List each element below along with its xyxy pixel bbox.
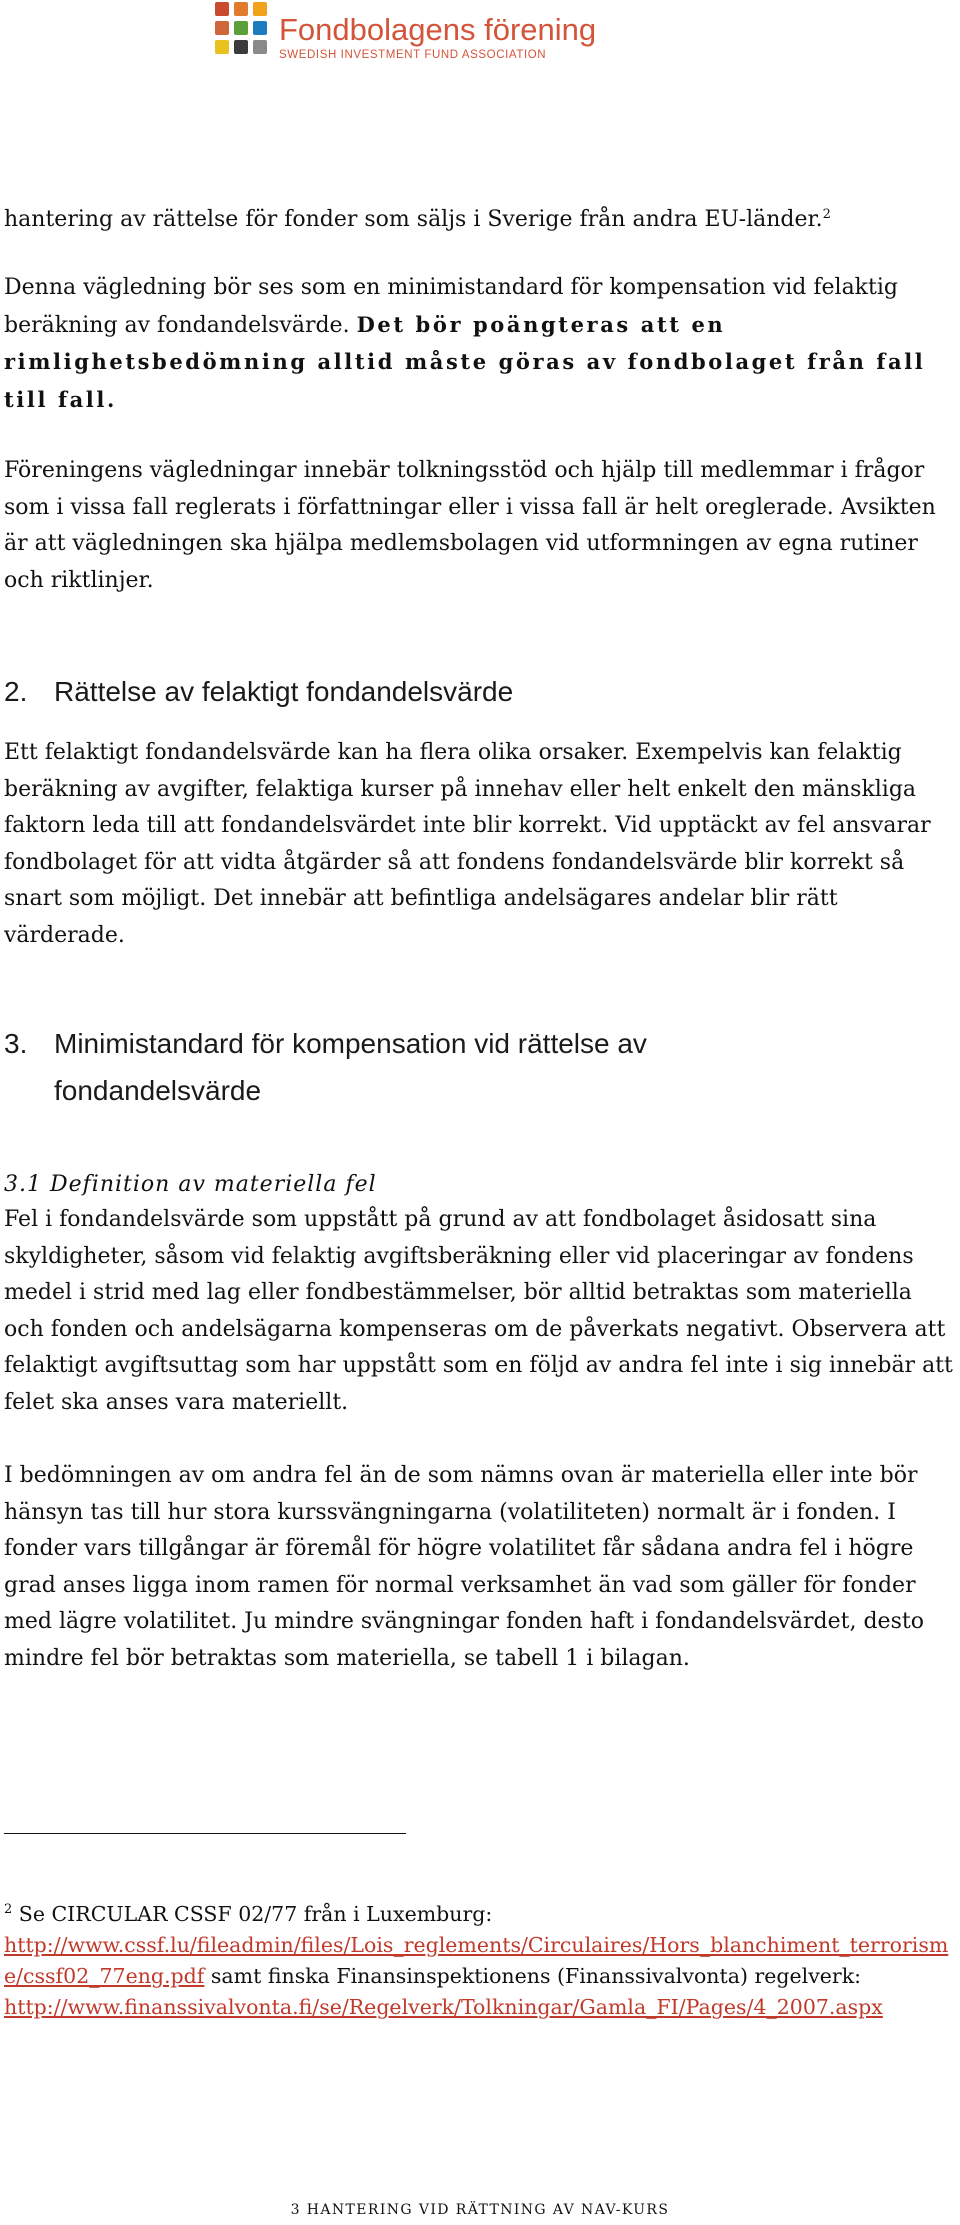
subsection-3-1-p1: Fel i fondandelsvärde som uppstått på grund av att fondbolaget åsidosatt sina skyldigheter, såsom vid felaktig avgiftsberäkning eller vid placeringar av fondens medel i strid med lag eller fondbestämmelser, bör alltid betraktas som materiella och fonden och andelsägarna kompenseras om de påverkats negativt. Observera att felaktigt avgiftsuttag som har uppstått som en följd av andra fel inte i sig innebär att felet ska anses vara materiellt. bbox=[4, 1207, 953, 1415]
intro-p2-emphasis: Det bör poängteras att en rimlighetsbedömning alltid måste göras av fondbolaget från fall till fall. bbox=[4, 311, 926, 412]
intro-line-text: hantering av rättelse för fonder som säljs i Sverige från andra EU-länder. bbox=[4, 207, 823, 232]
page-footer: 3 HANTERING VID RÄTTNING AV NAV-KURS bbox=[290, 2202, 670, 2218]
logo-square-1 bbox=[215, 2, 229, 16]
section-3-heading bbox=[4, 1020, 954, 1114]
footnote-link-finanssivalvonta[interactable]: http://www.finanssivalvonta.fi/se/Regelverk/Tolkningar/Gamla_FI/Pages/4_2007.aspx bbox=[4, 1995, 883, 2019]
logo-square-6 bbox=[253, 21, 267, 35]
section-2-text: Ett felaktigt fondandelsvärde kan ha flera olika orsaker. Exempelvis kan felaktig beräkning av avgifter, felaktiga kurser på innehav eller helt enkelt den mänskliga faktorn leda till att fondandelsvärdet inte blir korrekt. Vid upptäckt av fel ansvarar fondbolaget för att vidta åtgärder så att fondens fondandelsvärde blir korrekt så snart som möjligt. Det innebär att befintliga andelsägares andelar blir rätt värderade. bbox=[4, 740, 931, 948]
section-2-number: 2. bbox=[4, 676, 28, 707]
logo-title: Fondbolagens förening bbox=[279, 12, 597, 47]
subsection-3-1-paragraph-2 bbox=[4, 1458, 954, 1677]
intro-p2-text: Denna vägledning bör ses som en minimistandard för kompensation vid felaktig beräkning av fondandelsvärde. bbox=[4, 275, 898, 338]
intro-paragraph-2 bbox=[4, 270, 954, 419]
logo-subtitle: SWEDISH INVESTMENT FUND ASSOCIATION bbox=[279, 49, 547, 61]
footnote-marker: 2 bbox=[4, 1902, 13, 1917]
section-3-number: 3. bbox=[4, 1028, 28, 1059]
subsection-3-1-heading bbox=[4, 1167, 954, 1203]
section-3-title-line2: fondandelsvärde bbox=[54, 1075, 262, 1106]
footnote-divider bbox=[4, 1833, 406, 1834]
footnote bbox=[4, 1894, 954, 2023]
intro-p3-text: Föreningens vägledningar innebär tolkningsstöd och hjälp till medlemmar i frågor som i vissa fall reglerats i författningar eller i vissa fall är helt oreglerade. Avsikten är att vägledningen ska hjälpa medlemsbolagen vid utformningen av egna rutiner och riktlinjer. bbox=[4, 458, 936, 593]
subsection-3-1-paragraph-1 bbox=[4, 1202, 954, 1421]
section-2-heading bbox=[4, 668, 954, 715]
subsection-3-1-number: 3.1 bbox=[4, 1172, 42, 1197]
footnote-text-2: samt finska Finansinspektionens (Finanssivalvonta) regelverk: bbox=[204, 1964, 862, 1988]
logo-mark-icon bbox=[215, 2, 267, 54]
subsection-3-1-title: Definition av materiella fel bbox=[50, 1172, 377, 1197]
intro-line bbox=[4, 197, 954, 239]
header-logo bbox=[215, 2, 596, 61]
subsection-3-1-p2: I bedömningen av om andra fel än de som nämns ovan är materiella eller inte bör hänsyn tas till hur stora kurssvängningarna (volatiliteten) normalt är i fonden. I fonder vars tillgångar är föremål för högre volatilitet får sådana andra fel i högre grad anses ligga inom ramen för normal verksamhet än vad som gäller för fonder med lägre volatilitet. Ju mindre svängningar fonden haft i fondandelsvärdet, desto mindre fel bör betraktas som materiella, se tabell 1 i bilagan. bbox=[4, 1463, 924, 1671]
section-2-body bbox=[4, 735, 954, 954]
logo-square-5 bbox=[234, 21, 248, 35]
footnote-link-cssf[interactable]: http://www.cssf.lu/fileadmin/files/Lois_reglements/Circulaires/Hors_blanchiment_terrorisme/cssf02_77eng.pdf bbox=[4, 1933, 949, 1988]
logo-square-9 bbox=[253, 40, 267, 54]
logo-square-3 bbox=[253, 2, 267, 16]
logo-square-2 bbox=[234, 2, 248, 16]
footnote-text-1: Se CIRCULAR CSSF 02/77 från i Luxemburg: bbox=[12, 1902, 493, 1926]
logo-square-4 bbox=[215, 21, 229, 35]
footnote-ref: 2 bbox=[822, 207, 831, 222]
section-2-title: Rättelse av felaktigt fondandelsvärde bbox=[54, 676, 514, 707]
section-3-title-line1: Minimistandard för kompensation vid rättelse av bbox=[54, 1028, 647, 1059]
logo-square-7 bbox=[215, 40, 229, 54]
logo-square-8 bbox=[234, 40, 248, 54]
intro-paragraph-3 bbox=[4, 453, 954, 599]
